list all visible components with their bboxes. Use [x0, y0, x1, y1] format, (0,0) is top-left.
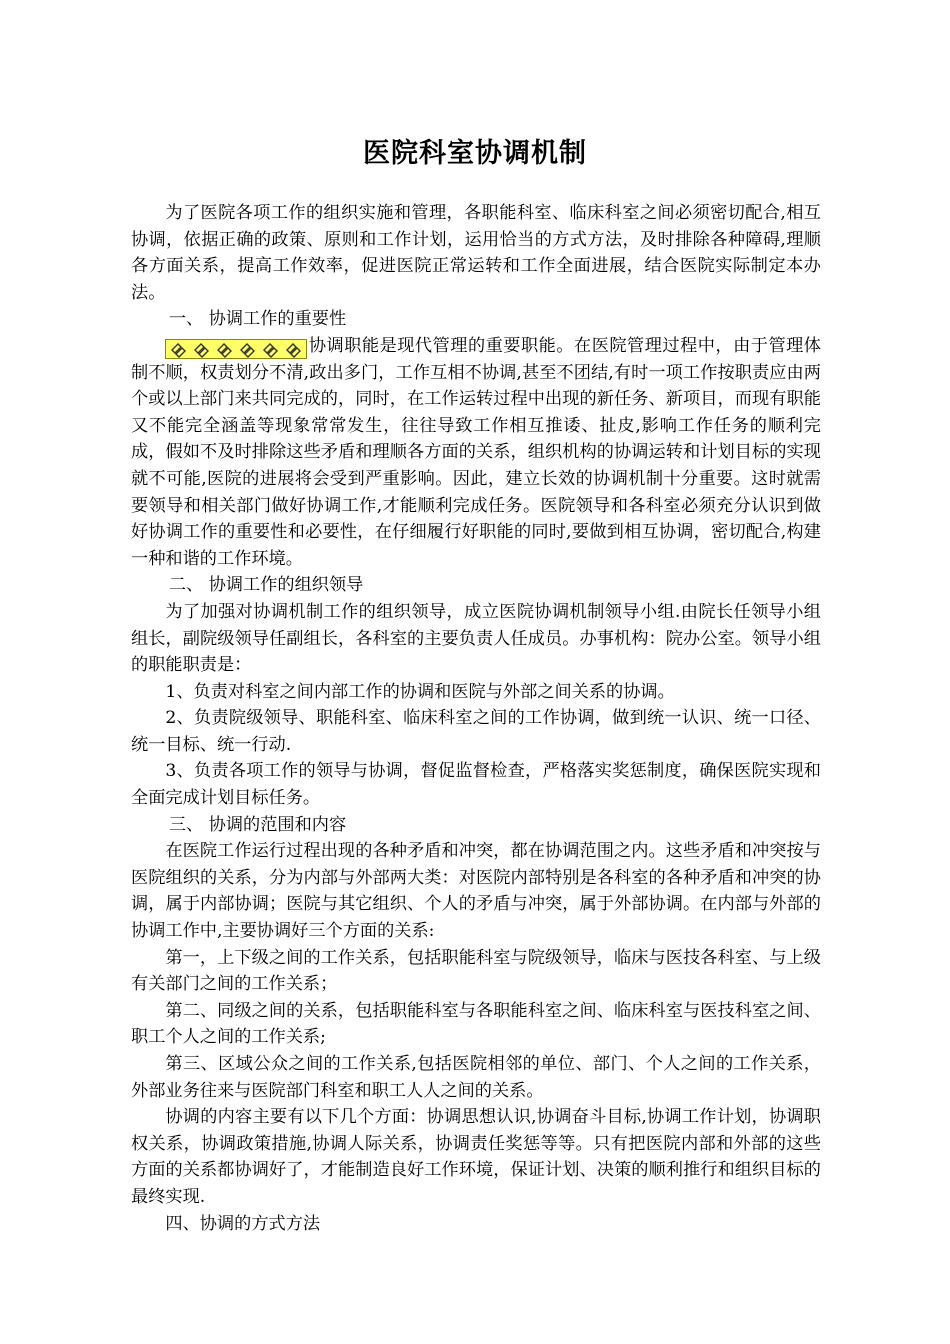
broken-link-icon: [259, 340, 282, 358]
relation-item-2: 第二、同级之间的关系，包括职能科室与各职能科室之间、临床科室与医技科室之间、职工个人之间的工作关系;: [131, 1000, 821, 1048]
duty-item-1: 1、负责对科室之间内部工作的协调和医院与外部之间关系的协调。: [165, 681, 675, 702]
broken-link-icon: [190, 340, 213, 358]
section-heading-1: 一、 协调工作的重要性: [168, 309, 347, 330]
section-heading-4: 四、协调的方式方法: [165, 1213, 321, 1234]
paragraph-importance-text: 协调职能是现代管理的重要职能。在医院管理过程中，由于管理体制不顺，权责划分不清,政出多门，工作互相不协调,甚至不团结,有时一项工作按职责应由两个或以上部门来共同完成的，同时，在工作运转过程中出现的新任务、新项目，而现有职能又不能完全涵盖等现象常常发生，往往导致工作相互推诿、扯皮,影响工作任务的顺利完成，假如不及时排除这些矛盾和理顺各方面的关系，组织机构的协调运转和计划目标的实现就不可能,医院的进展将会受到严重影响。因此，建立长效的协调机制十分重要。这时就需要领导和相关部门做好协调工作,才能顺利完成任务。医院领导和各科室必须充分认识到做好协调工作的重要性和必要性，在仔细履行好职能的同时,要做到相互协调，密切配合,构建一种和谐的工作环境。: [131, 335, 821, 569]
paragraph-organization: 为了加强对协调机制工作的组织领导，成立医院协调机制领导小组.由院长任领导小组组长，副院级领导任副组长，各科室的主要负责人任成员。办事机构：院办公室。领导小组的职能职责是：: [131, 601, 821, 676]
duty-item-3: 3、负责各项工作的领导与协调，督促监督检查，严格落实奖惩制度，确保医院实现和全面完成计划目标任务。: [131, 761, 821, 809]
placeholder-icon-group: [165, 339, 307, 359]
broken-link-icon: [213, 340, 236, 358]
relation-item-1: 第一，上下级之间的工作关系，包括职能科室与院级领导，临床与医技各科室、与上级有关部门之间的工作关系；: [131, 947, 821, 995]
broken-link-icon: [282, 340, 305, 358]
section-heading-2: 二、 协调工作的组织领导: [168, 575, 364, 596]
relation-item-3: 第三、区域公众之间的工作关系,包括医院相邻的单位、部门、个人之间的工作关系，外部业务往来与医院部门科室和职工人人之间的关系。: [131, 1054, 821, 1101]
paragraph-intro: 为了医院各项工作的组织实施和管理，各职能科室、临床科室之间必须密切配合,相互协调，依据正确的政策、原则和工作计划，运用恰当的方式方法，及时排除各种障碍,理顺各方面关系，提高工作效率，促进医院正常运转和工作全面进展，结合医院实际制定本办法。: [131, 203, 821, 303]
paragraph-scope: 在医院工作运行过程出现的各种矛盾和冲突，都在协调范围之内。这些矛盾和冲突按与医院组织的关系，分为内部与外部两大类：对医院内部特别是各科室的各种矛盾和冲突的协调，属于内部协调；医院与其它组织、个人的矛盾与冲突，属于外部协调。在内部与外部的协调工作中,主要协调好三个方面的关系:: [131, 841, 821, 942]
paragraph-importance: [131, 333, 821, 572]
broken-link-icon: [236, 340, 259, 358]
page-title: 医院科室协调机制: [363, 138, 587, 169]
broken-link-icon: [167, 340, 190, 358]
paragraph-content: 协调的内容主要有以下几个方面：协调思想认识,协调奋斗目标,协调工作计划，协调职权关系，协调政策措施,协调人际关系，协调责任奖惩等等。只有把医院内部和外部的这些方面的关系都协调好了，才能制造良好工作环境，保证计划、决策的顺利推行和组织目标的最终实现.: [131, 1107, 821, 1207]
duty-item-2: 2、负责院级领导、职能科室、临床科室之间的工作协调，做到统一认识、统一口径、统一目标、统一行动.: [131, 708, 821, 755]
document-body: [131, 200, 821, 1237]
section-heading-3: 三、 协调的范围和内容: [168, 814, 347, 835]
